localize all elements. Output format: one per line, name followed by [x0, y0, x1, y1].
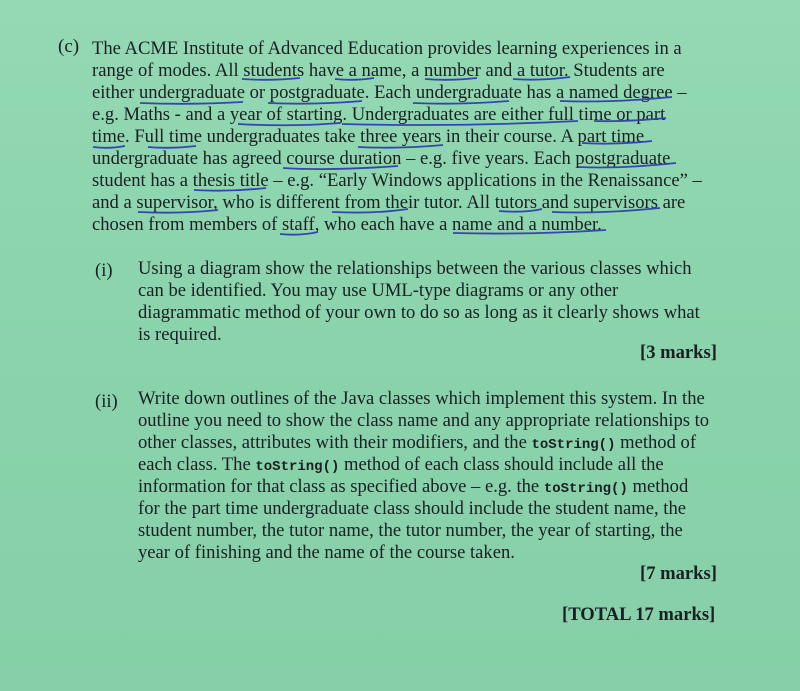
tostring-code-1: toString(): [531, 437, 616, 453]
part-i-line-1: Using a diagram show the relationships between the various classes which: [138, 258, 692, 279]
part-ii-line-2: outline you need to show the class name and any appropriate relationships to: [138, 410, 710, 431]
part-c-line-7: student has a thesis title – e.g. “Early Windows applications in the Renaissance” –: [92, 170, 702, 191]
part-ii-line-6: for the part time undergraduate class should include the student name, the: [138, 498, 687, 519]
part-ii-line-5: [138, 476, 688, 500]
part-c-line-3: either undergraduate or postgraduate. Each undergraduate has a named degree –: [92, 82, 687, 103]
part-i-line-3: diagrammatic method of your own to do so as long as it clearly shows what: [138, 302, 700, 323]
part-i-line-2: can be identified. You may use UML-type diagrams or any other: [138, 280, 619, 301]
part-ii-line-3-a: other classes, attributes with their modifiers, and the: [138, 432, 532, 453]
part-ii-marks: [7 marks]: [640, 563, 717, 584]
total-marks: [TOTAL 17 marks]: [562, 604, 716, 625]
part-c-label: (c): [58, 36, 80, 57]
tostring-code-3: toString(): [543, 481, 628, 497]
part-c-line-2: range of modes. All students have a name, a number and a tutor. Students are: [92, 60, 665, 81]
part-c-line-8: and a supervisor, who is different from their tutor. All tutors and supervisors are: [92, 192, 686, 213]
part-c-line-4: e.g. Maths - and a year of starting. Undergraduates are either full time or part: [92, 104, 666, 125]
part-i-label: (i): [95, 260, 113, 281]
part-ii-line-4: [138, 454, 664, 478]
part-c-line-9: chosen from members of staff, who each have a name and a number.: [92, 214, 602, 235]
part-ii-line-7: student number, the tutor name, the tutor number, the year of starting, the: [138, 520, 683, 541]
part-ii-line-3-b: method of: [615, 432, 697, 453]
tostring-code-2: toString(): [255, 459, 340, 475]
part-ii-label: (ii): [95, 391, 118, 412]
part-ii-line-5-b: method: [627, 476, 689, 497]
part-i-line-4: is required.: [138, 324, 222, 345]
part-i-marks: [3 marks]: [640, 342, 717, 363]
part-ii-line-8: year of finishing and the name of the course taken.: [138, 542, 515, 563]
part-ii-line-4-a: each class. The: [138, 454, 256, 475]
part-c-line-1: The ACME Institute of Advanced Education provides learning experiences in a: [92, 38, 682, 59]
part-ii-line-5-a: information for that class as specified above – e.g. the: [138, 476, 544, 497]
part-ii-line-1: Write down outlines of the Java classes which implement this system. In the: [138, 388, 705, 409]
part-c-line-6: undergraduate has agreed course duration – e.g. five years. Each postgraduate: [92, 148, 671, 169]
part-c-line-5: time. Full time undergraduates take three years in their course. A part time: [92, 126, 645, 147]
part-ii-line-3: [138, 432, 696, 456]
part-ii-line-4-b: method of each class should include all the: [339, 454, 664, 475]
